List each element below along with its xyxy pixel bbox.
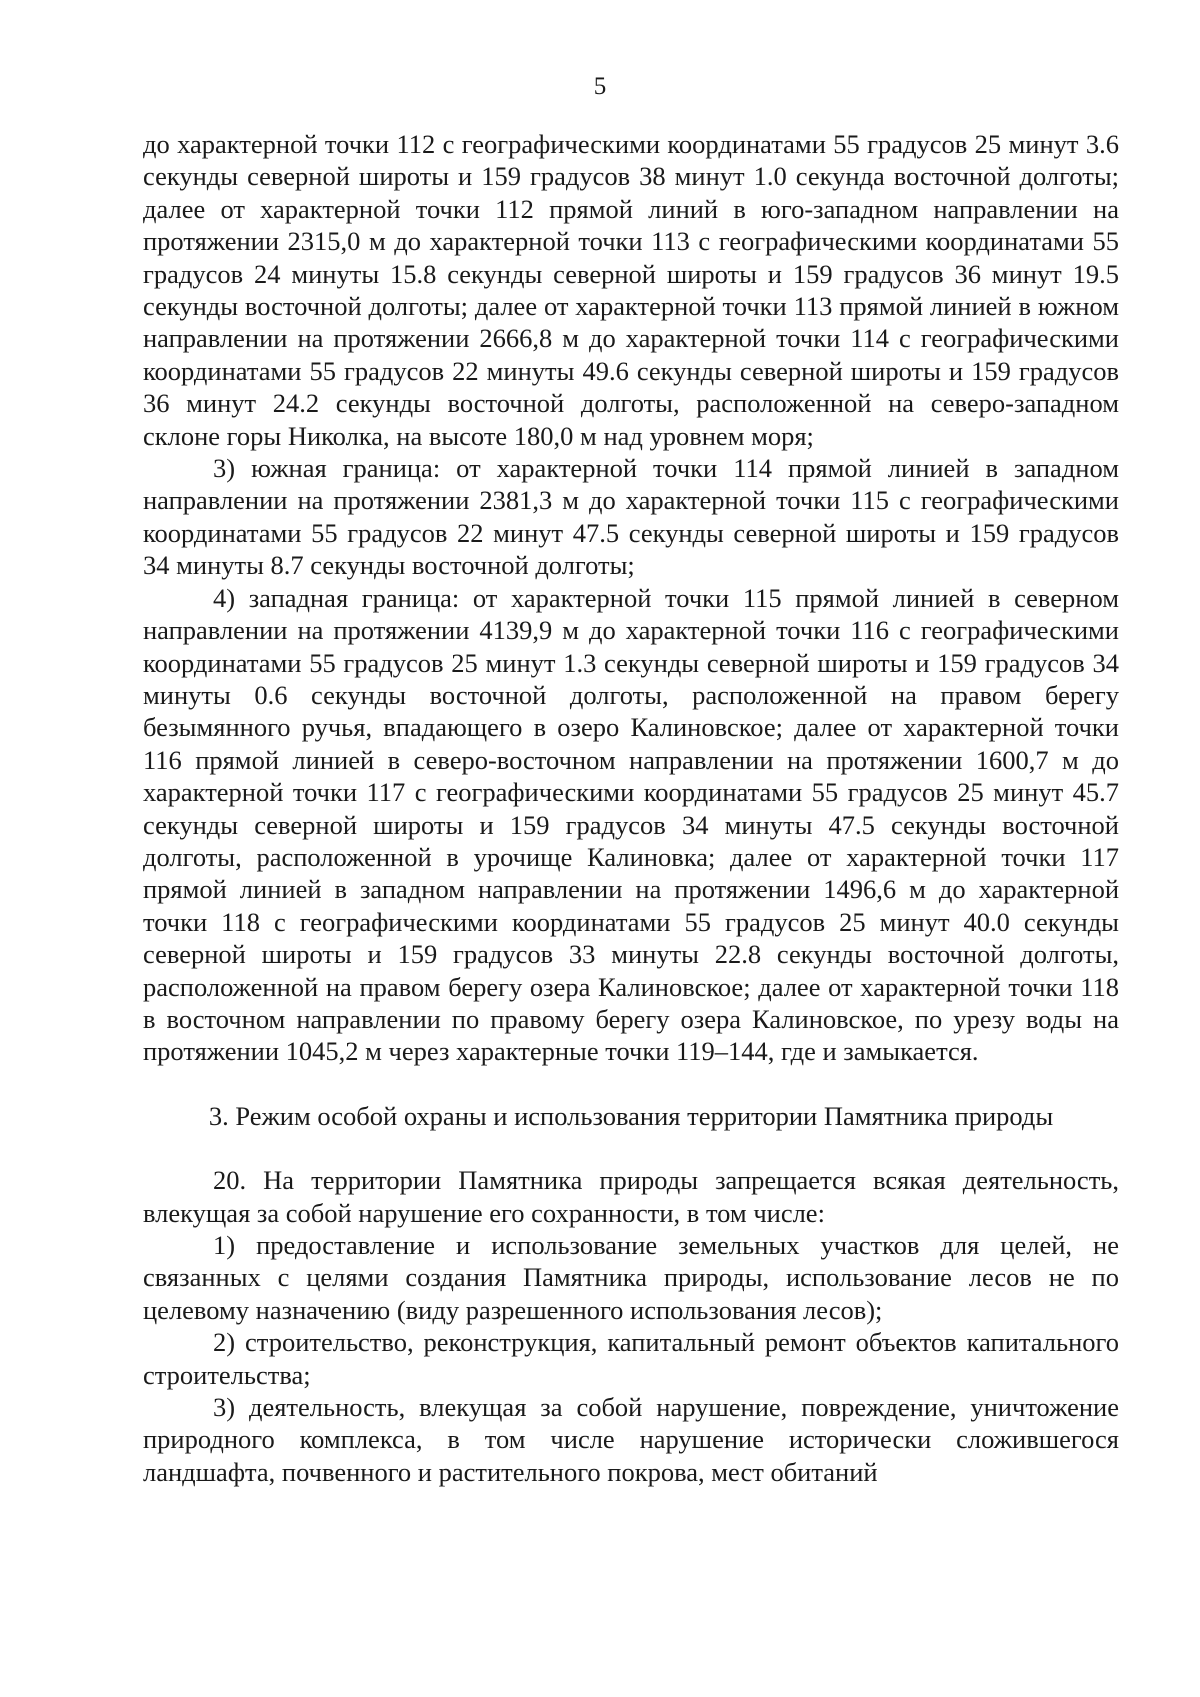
paragraph-boundary-continuation: до характерной точки 112 с географическими координатами 55 градусов 25 минут 3.6 секунды северной широты и 159 градусов 38 минут 1.0 секунда восточной долготы; далее от характерной точки 112 прямой линий в юго-западном направлении на протяжении 2315,0 м до характерной точки 113 с географическими координатами 55 градусов 24 минуты 15.8 секунды северной широты и 159 градусов 36 минут 19.5 секунды восточной долготы; далее от характерной точки 113 прямой линией в южном направлении на протяжении 2666,8 м до характерной точки 114 с географическими координатами 55 градусов 22 минуты 49.6 секунды северной широты и 159 градусов 36 минут 24.2 секунды восточной долготы, расположенной на северо-западном склоне горы Николка, на высоте 180,0 м над уровнем моря; — [143, 129, 1119, 451]
paragraph-item-20: 20. На территории Памятника природы запрещается всякая деятельность, влекущая за собой нарушение его сохранности, в том числе: — [143, 1165, 1119, 1228]
page-number: 5 — [593, 73, 607, 100]
paragraph-west-boundary: 4) западная граница: от характерной точки 115 прямой линией в северном направлении на протяжении 4139,9 м до характерной точки 116 с географическими координатами 55 градусов 25 минут 1.3 секунды северной широты и 159 градусов 34 минуты 0.6 секунды восточной долготы, расположенной на правом берегу безымянного ручья, впадающего в озеро Калиновское; далее от характерной точки 116 прямой линией в северо-восточном направлении на протяжении 1600,7 м до характерной точки 117 с географическими координатами 55 градусов 25 минут 45.7 секунды северной широты и 159 градусов 34 минуты 47.5 секунды восточной долготы, расположенной в урочище Калиновка; далее от характерной точки 117 прямой линией в западном направлении на протяжении 1496,6 м до характерной точки 118 с географическими координатами 55 градусов 25 минут 40.0 секунды северной широты и 159 градусов 33 минуты 22.8 секунды восточной долготы, расположенной на правом берегу озера Калиновское; далее от характерной точки 118 в восточном направлении по правому берегу озера Калиновское, по урезу воды на протяжении 1045,2 м через характерные точки 119–144, где и замыкается. — [143, 582, 1119, 1067]
paragraph-subitem-1: 1) предоставление и использование земельных участков для целей, не связанных с целями создания Памятника природы, использование лесов не по целевому назначению (виду разрешенного использования лесов); — [143, 1230, 1119, 1325]
document-body — [143, 128, 1119, 1488]
section-heading: 3. Режим особой охраны и использования территории Памятника природы — [208, 1100, 1054, 1131]
paragraph-subitem-2: 2) строительство, реконструкция, капитальный ремонт объектов капитального строительства; — [143, 1327, 1119, 1390]
paragraph-south-boundary: 3) южная граница: от характерной точки 114 прямой линией в западном направлении на протяжении 2381,3 м до характерной точки 115 с географическими координатами 55 градусов 22 минут 47.5 секунды северной широты и 159 градусов 34 минуты 8.7 секунды восточной долготы; — [143, 453, 1119, 581]
paragraph-subitem-3: 3) деятельность, влекущая за собой нарушение, повреждение, уничтожение природного комплекса, в том числе нарушение исторически сложившегося ландшафта, почвенного и растительного покрова, мест обитаний — [143, 1392, 1119, 1487]
